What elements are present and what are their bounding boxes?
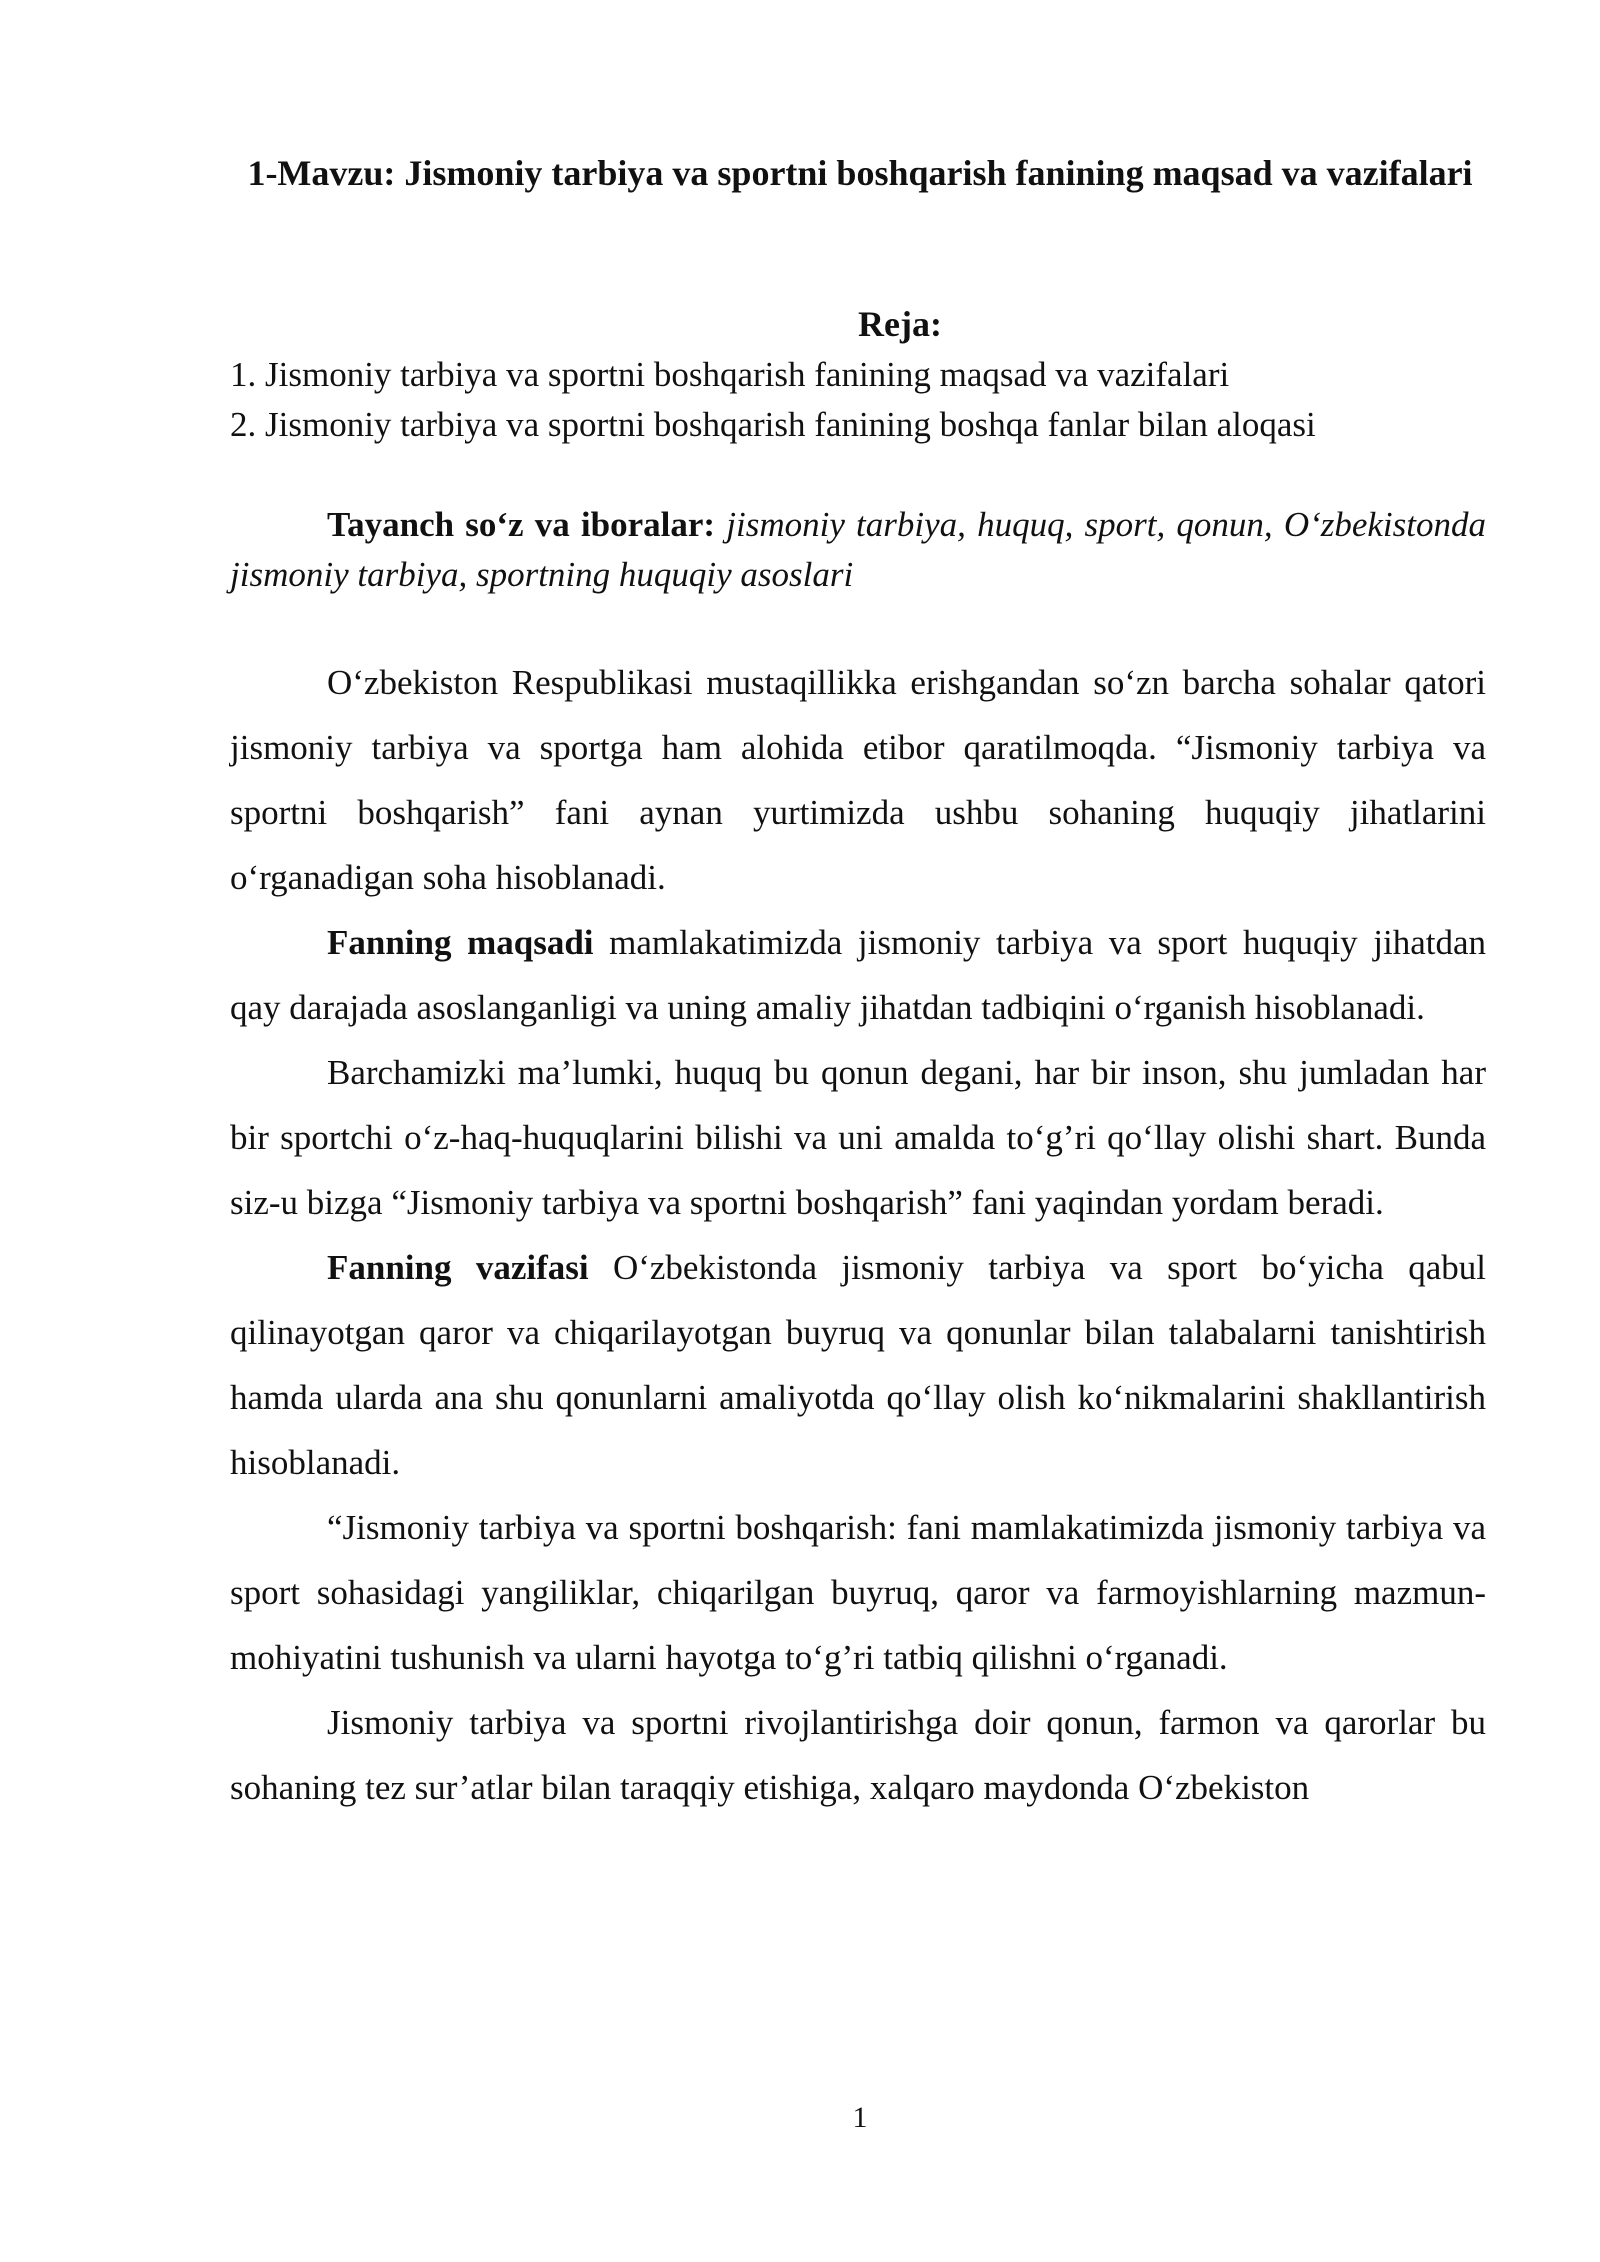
keywords-paragraph (230, 500, 1486, 600)
body-text (230, 650, 1486, 1820)
keywords-label: Tayanch so‘z va iboralar: (327, 505, 716, 544)
paragraph-text: “Jismoniy tarbiya va sportni boshqarish: fani mamlakatimizda jismoniy tarbiya va sport sohasidagi yangiliklar, chiqarilgan buyruq, qaror va farmoyishlarning mazmun-mohiyatini tushunish va ularni hayotga to‘g’ri tatbiq qilishni o‘rganadi. (230, 1508, 1486, 1677)
paragraph-text: O‘zbekiston Respublikasi mustaqillikka erishgandan so‘zn barcha sohalar qatori jismoniy tarbiya va sportga ham alohida etibor qaratilmoqda. “Jismoniy tarbiya va sportni boshqarish” fani aynan yurtimizda ushbu sohaning huquqiy jihatlarini o‘rganadigan soha hisoblanadi. (230, 663, 1486, 897)
plan-list (230, 350, 1490, 450)
paragraph-lead: Fanning vazifasi (327, 1248, 589, 1287)
paragraph (230, 1495, 1486, 1690)
page-title: 1-Mavzu: Jismoniy tarbiya va sportni boshqarish fanining maqsad va vazifalari (247, 153, 1473, 193)
paragraph (230, 1235, 1486, 1495)
paragraph-text: Jismoniy tarbiya va sportni rivojlantirishga doir qonun, farmon va qarorlar bu sohaning tez sur’atlar bilan taraqqiy etishiga, xalqaro maydonda O‘zbekiston (230, 1703, 1486, 1807)
keywords-text: jismoniy tarbiya, huquq, sport, qonun, O‘zbekistonda jismoniy tarbiya, sportning huquqiy asoslari (230, 505, 1487, 594)
paragraph (230, 1690, 1486, 1820)
plan-item: 2. Jismoniy tarbiya va sportni boshqarish fanining boshqa fanlar bilan aloqasi (230, 405, 1316, 444)
paragraph (230, 910, 1486, 1040)
page-number: 1 (852, 2101, 868, 2134)
paragraph-lead: Fanning maqsadi (327, 923, 594, 962)
paragraph-text: mamlakatimizda jismoniy tarbiya va sport huquqiy jihatdan qay darajada asoslanganligi va uning amaliy jihatdan tadbiqini o‘rganish hisoblanadi. (230, 923, 1486, 1027)
paragraph (230, 650, 1486, 910)
paragraph (230, 1040, 1486, 1235)
paragraph-text: O‘zbekistonda jismoniy tarbiya va sport bo‘yicha qabul qilinayotgan qaror va chiqarilayotgan buyruq va qonunlar bilan talabalarni tanishtirish hamda ularda ana shu qonunlarni amaliyotda qo‘llay olish ko‘nikmalarini shakllantirish hisoblanadi. (230, 1248, 1486, 1482)
plan-item: 1. Jismoniy tarbiya va sportni boshqarish fanining maqsad va vazifalari (230, 355, 1230, 394)
plan-heading: Reja: (858, 304, 942, 344)
paragraph-text: Barchamizki ma’lumki, huquq bu qonun degani, har bir inson, shu jumladan har bir sportchi o‘z-haq-huquqlarini bilishi va uni amalda to‘g’ri qo‘llay olishi shart. Bunda siz-u bizga “Jismoniy tarbiya va sportni boshqarish” fani yaqindan yordam beradi. (230, 1053, 1486, 1222)
